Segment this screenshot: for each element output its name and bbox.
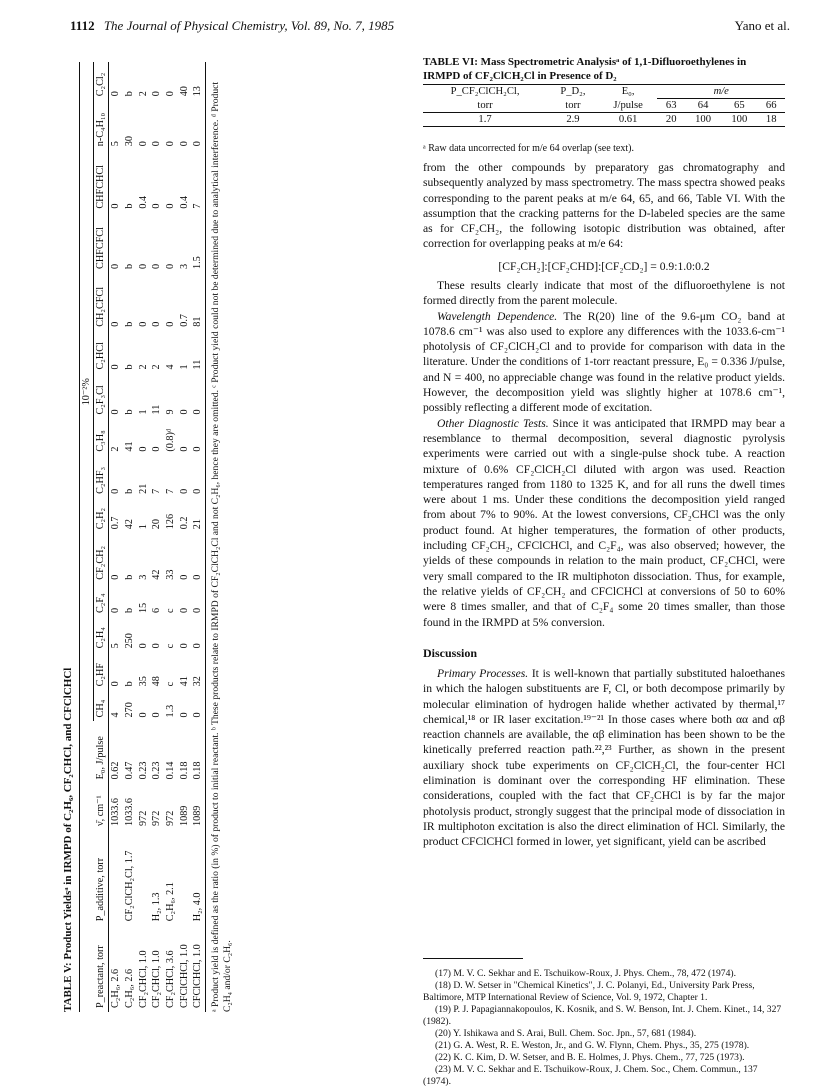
paragraph-text: It is well-known that partially substituted haloethanes in which the halogen substituents are F, Cl, or both decompose primarily by molecular elimination of hydrogen halide whether activated by thermal,¹⁷ chemical,¹⁸ or IR laser excitation.¹⁹⁻²¹ In those cases where both αα and αβ reaction channels are available, the αβ elimination has been shown to be the kinetically preferred reaction path.²²,²³ Further, as shown in the present auxiliary shock tube experiments on CF₂ClCH₂Cl, the four-center HCl elimination is dominant over the corresponding HF elimination. These considerations, coupled with the fact that CF₂CHCl is by far the major photolysis product, strongly suggest that the principal mode of dissociation in IR multiphoton excitation is also the direct elimination of HCl. Similarly, the product CFClCHCl formed in lower, yet significant, yield can be ascribed xyxy=(423,667,786,849)
table5 xyxy=(62,62,400,1012)
table5-col-header: CHFCHCl xyxy=(94,150,109,212)
table5-cell: 0 xyxy=(164,91,176,97)
table5-cell: c xyxy=(164,681,176,687)
table5-row xyxy=(123,62,137,1012)
table5-cell: b xyxy=(123,321,135,327)
table5-cell: 3 xyxy=(178,263,190,269)
table5-cell: 21 xyxy=(191,498,205,533)
table5-row xyxy=(137,62,151,1012)
table5-cell: 20 xyxy=(151,519,163,530)
t6-col3b: J/pulse xyxy=(599,99,658,113)
t6-col2: P_D₂, xyxy=(547,85,599,99)
table6 xyxy=(423,84,785,127)
table5-cell: 21 xyxy=(137,483,149,494)
authors: Yano et al. xyxy=(734,18,790,33)
table5-cell xyxy=(178,830,192,925)
reference: (19) P. J. Papagiannakopoulos, K. Kosnik, and S. W. Benson, Int. J. Chem. Kinet., 14, 327 (1982). xyxy=(423,1003,782,1027)
table5-cell: 972 xyxy=(164,810,176,826)
reference: (22) K. C. Kim, D. W. Setser, and B. E. Holmes, J. Phys. Chem., 77, 725 (1973). xyxy=(435,1051,745,1063)
table5-cell: 0 xyxy=(191,374,205,419)
table5-cell: 32 xyxy=(191,652,205,690)
reference: (21) G. A. West, R. E. Weston, Jr., and G. W. Flynn, Chem. Phys., 35, 275 (1978). xyxy=(435,1039,750,1051)
table5-cell: 1.3 xyxy=(164,704,176,718)
table5-cell: 0 xyxy=(178,712,190,718)
table5-cell: 0 xyxy=(151,263,163,269)
table5-cell: 0 xyxy=(178,409,190,415)
paragraph-text: These results clearly indicate that most of the difluoroethylene is not formed directly from the parent molecule. xyxy=(423,279,785,308)
table5-row xyxy=(178,62,192,1012)
table5-cell: b xyxy=(123,607,135,614)
table5-footnotes: ᵃ Product yield is defined as the ratio (in %) of product to initial reactant. ᵇ These products relate to IRMPD of CF₂ClCH₂Cl and not C₂H₆, hence they are omitted. ᶜ Product yield could not be determined due to analytical interference. ᵈ Product C₂H₄ and/or C₂H₆. xyxy=(210,81,234,1012)
table5-cell: 0 xyxy=(151,203,163,209)
paragraph xyxy=(423,160,785,252)
reference: (20) Y. Ishikawa and S. Arai, Bull. Chem. Soc. Jpn., 57, 681 (1984). xyxy=(435,1027,697,1039)
table5-cell: 0 xyxy=(137,712,149,718)
table5-cell: 11 xyxy=(151,404,163,415)
table5-cell: 15 xyxy=(137,602,149,614)
table5-cell: 0 xyxy=(110,607,122,614)
paragraph-text: from the other compounds by preparatory gas chromatography and subsequently analyzed by mass spectrometry. The mass spectra showed peaks corresponding to the parent peaks at m/e 64, 65, and 66, Table VI. With the assumption that the cracking patterns for the D-labeled species are the same as for CF₂CH₂, the following isotopic distribution was obtained, after correction for overlapping peaks at m/e 64: xyxy=(423,161,785,251)
table5-cell: CF₂ClCH₂Cl, 1.7 xyxy=(123,850,135,922)
table5-cell: C₂H₆, 2.6 xyxy=(110,968,122,1008)
table5-cell: 0 xyxy=(110,203,122,209)
table5-header-row xyxy=(94,62,109,1012)
table5-row xyxy=(191,62,205,1012)
table5-region xyxy=(62,62,400,1012)
table5-cell: 11 xyxy=(191,331,205,374)
table5-cell: 0.62 xyxy=(110,761,122,780)
table5-cell: 0 xyxy=(178,446,190,452)
table5-grid xyxy=(79,62,206,1012)
table5-cell: 33 xyxy=(164,569,176,580)
table5-cell: 0 xyxy=(110,321,122,327)
table5-cell: 0 xyxy=(110,681,122,687)
table5-cell: b xyxy=(123,91,135,97)
table5-cell: H₂, 4.0 xyxy=(191,830,205,925)
table5-cell: c xyxy=(164,643,176,649)
section-heading: Discussion xyxy=(423,646,478,660)
table5-cell: 0 xyxy=(110,574,122,580)
table5-cell: 7 xyxy=(191,150,205,212)
table5-cell: 41 xyxy=(123,441,135,452)
table5-cell: 6 xyxy=(151,607,163,614)
table5-cell: 0 xyxy=(137,446,149,452)
table5-cell: 48 xyxy=(151,676,163,687)
table5-caption: TABLE V: Product Yieldsᵃ in IRMPD of C₂H₆, CF₂CHCl, and CFClCHCl xyxy=(62,667,74,1012)
table5-cell: 35 xyxy=(137,676,149,687)
t6-cell: 2.9 xyxy=(547,113,599,127)
table5-cell: b xyxy=(123,488,135,494)
table5-cell: 0 xyxy=(191,100,205,150)
table5-cell: 0 xyxy=(164,263,176,269)
t6-me-1: 64 xyxy=(685,99,721,113)
table5-cell: b xyxy=(123,574,135,580)
table5-cell: 0 xyxy=(110,364,122,370)
table5-cell: 4 xyxy=(110,712,122,718)
table5-cell: 2 xyxy=(151,364,163,370)
table5-cell: b xyxy=(123,681,135,687)
table5-cell: 7 xyxy=(164,488,176,494)
table5-col-header: C₂HF xyxy=(94,652,109,690)
table5-cell: 0.4 xyxy=(178,195,190,209)
table5-cell: 2 xyxy=(110,446,122,452)
table5-cell: 0.14 xyxy=(164,761,176,780)
table5-row xyxy=(150,62,164,1012)
table5-cell: 0 xyxy=(191,456,205,498)
footnote-rule xyxy=(423,958,523,959)
t6-row xyxy=(423,113,785,127)
table5-cell: H₂, 1.3 xyxy=(151,892,163,922)
table5-cell: 0 xyxy=(178,488,190,494)
table5-cell: 0.23 xyxy=(151,761,163,780)
table5-cell: (0.8)ᵈ xyxy=(164,428,176,452)
table5-col-header: C₂HCl xyxy=(94,331,109,374)
running-header xyxy=(70,18,790,38)
table5-cell: CF₂CHCl, 3.6 xyxy=(164,950,176,1008)
table5-cell: 1033.6 xyxy=(123,797,135,826)
table5-col-header: C₂F₃Cl xyxy=(94,374,109,419)
table5-cell: 270 xyxy=(123,702,135,718)
table5-cell: 0 xyxy=(178,574,190,580)
table5-cell: 41 xyxy=(178,676,190,687)
paragraph-group xyxy=(423,278,785,630)
table5-cell: 0 xyxy=(178,141,190,147)
table5-cell: 81 xyxy=(191,273,205,331)
table5-cell: 4 xyxy=(164,364,176,370)
table5-cell: 0 xyxy=(164,203,176,209)
table5-cell: 0 xyxy=(191,617,205,652)
table5-cell: 1089 xyxy=(191,783,205,830)
subhead: Other Diagnostic Tests. xyxy=(437,416,549,430)
t6-me-2: 65 xyxy=(721,99,757,113)
paragraph-text: Since it was anticipated that IRMPD may bear a resemblance to thermal decomposition, several diagnostic pyrolysis experiments were carried out with a single-pulse shock tube. A reaction mixture of 0.6% CF₂ClCH₂Cl diluted with argon was used. Reaction temperatures ranged from 1180 to 1325 K, and for all runs the dwell times were about 1 ms. Under these conditions the decomposition yield ranged from about 7% to 90%. At the lowest conversions, CF₂CHCl was the only product found. At higher temperatures, the formation of other products, including CF₂CH₂, CFClCHCl, and C₂F₄, was also observed; however, the yields of these compounds in relation to the main product, CF₂CHCl, were very small compared to the IR multiphoton dissociation. Thus, for example, the relative yields of CF₂CH₂ and CFClCHCl at conversions of 50 to 60% were 8 times smaller, and that of C₂F₄ some 20 times smaller, than those found in the IRMPD at 5% conversion. xyxy=(423,416,786,629)
table5-cell: 9 xyxy=(164,409,176,415)
table5-cell: 0.47 xyxy=(123,761,135,780)
table5-cell: 7 xyxy=(151,488,163,494)
t6-col3: E₀, xyxy=(599,85,658,99)
reference: (17) M. V. C. Sekhar and E. Tschuikow-Roux, J. Phys. Chem., 78, 472 (1974). xyxy=(435,968,736,979)
table5-cell: 0 xyxy=(191,584,205,617)
table5-cell: 0 xyxy=(191,533,205,583)
table5-cell: 0 xyxy=(110,488,122,494)
table5-cell: 0 xyxy=(178,643,190,649)
table5-cell: 5 xyxy=(110,643,122,649)
table5-cell: 0 xyxy=(110,263,122,269)
subhead: Wavelength Dependence. xyxy=(437,309,558,323)
table5-col-header: P_additive, torr xyxy=(94,830,109,925)
paragraph xyxy=(423,666,785,850)
table5-cell: 13 xyxy=(191,62,205,100)
t6-col1: P_CF₂ClCH₂Cl, xyxy=(423,85,547,99)
table5-cell: 0 xyxy=(151,446,163,452)
table5-cell: b xyxy=(123,203,135,209)
table5-col-header: C₂F₄ xyxy=(94,584,109,617)
table5-cell: 0 xyxy=(151,141,163,147)
paragraph xyxy=(423,309,785,416)
table5-row xyxy=(164,62,178,1012)
table5-cell: 0 xyxy=(110,91,122,97)
table5-cell: 0.2 xyxy=(178,516,190,530)
table5-col-header: CH₄ xyxy=(94,690,109,721)
references xyxy=(423,968,785,1088)
table5-cell: 0 xyxy=(191,418,205,455)
t6-cell: 100 xyxy=(721,113,757,127)
table5-cell: 1 xyxy=(137,409,149,415)
table5-cell: C₂H₆, 2.1 xyxy=(164,882,176,922)
t6-cell: 100 xyxy=(685,113,721,127)
table5-cell: 0 xyxy=(164,141,176,147)
t6-me: m/e xyxy=(657,85,785,99)
table5-cell: 126 xyxy=(164,513,176,530)
table5-cell: 2 xyxy=(137,91,149,97)
table5-cell: 40 xyxy=(178,86,190,97)
table5-col-header: CH₂CFCl xyxy=(94,273,109,331)
table5-cell: CF₂CHCl, 1.0 xyxy=(137,950,149,1008)
isotope-equation: [CF₂CH₂]:[CF₂CHD]:[CF₂CD₂] = 0.9:1.0:0.2 xyxy=(498,260,710,273)
journal-name: The Journal of Physical Chemistry, Vol. 89, No. 7, 1985 xyxy=(103,18,395,33)
table5-cell: 0.7 xyxy=(178,314,190,327)
table5-cell: 1 xyxy=(178,364,190,370)
table5-cell: c xyxy=(164,608,176,614)
table5-cell: b xyxy=(123,364,135,370)
table5-cell: 1.5 xyxy=(191,213,205,273)
table5-col-header: C₃H₈ xyxy=(94,418,109,455)
table5-cell: 972 xyxy=(151,810,163,826)
paragraph-text: The R(20) line of the 9.6-μm CO₂ band at 1078.6 cm⁻¹ was also used to explore any differences with the 1033.6-cm⁻¹ photolysis of CF₂ClCH₂Cl and to provide for comparison with data in the literature. Under the conditions of 1-torr reactant pressure, E₀ = 0.336 J/pulse, and N = 400, no appreciable change was found in the relative product yields. However, the decomposition yield was slightly higher at 1078.6 cm⁻¹, possibly reflecting a different mode of excitation. xyxy=(423,309,786,415)
table5-cell: C₂H₆, 2.6 xyxy=(123,968,135,1008)
reference: (18) D. W. Setser in "Chemical Kinetics", J. C. Polanyi, Ed., University Park Press, Baltimore, MTP International Review of Science, Vol. 9, 1972, Chapter 1. xyxy=(423,979,755,1003)
table5-cell: 1089 xyxy=(178,805,190,826)
table5-cell: 0 xyxy=(151,643,163,649)
table5-cell: 972 xyxy=(137,810,149,826)
table5-cell: 0 xyxy=(164,321,176,327)
table5-cell: 0.7 xyxy=(110,516,122,530)
table5-cell xyxy=(109,830,123,925)
table5-cell: 0.23 xyxy=(137,761,149,780)
table5-cell: 3 xyxy=(137,574,149,580)
paragraph xyxy=(423,416,785,630)
table5-cell: 0 xyxy=(151,91,163,97)
reference: (23) M. V. C. Sekhar and E. Tschuikow-Roux, J. Chem. Soc., Chem. Commun., 137 (1974). xyxy=(423,1063,758,1087)
table5-cell: 250 xyxy=(123,633,135,649)
table5-col-header: C₂Cl₂ xyxy=(94,62,109,100)
table5-cell xyxy=(137,830,151,925)
table5-cell: 42 xyxy=(123,519,135,530)
table5-cell: b xyxy=(123,409,135,415)
table5-cell: 0 xyxy=(178,607,190,614)
table5-cell: 0 xyxy=(191,690,205,721)
table6-caption: TABLE VI: Mass Spectrometric Analysisᵃ of 1,1-Difluoroethylenes in IRMPD of CF₂ClCH₂Cl in Presence of D₂ xyxy=(423,56,747,82)
table5-col-header: C₂H₄ xyxy=(94,617,109,652)
table5-cell: 0.4 xyxy=(137,195,149,209)
table5-cell: CF₂CHCl, 1.0 xyxy=(151,950,163,1008)
table5-unit: 10⁻²% xyxy=(79,62,94,721)
table5-cell: 2 xyxy=(137,364,149,370)
table5-cell: 0 xyxy=(151,712,163,718)
table5-cell: CFClCHCl, 1.0 xyxy=(178,944,190,1008)
t6-cell: 20 xyxy=(657,113,684,127)
table5-cell: 5 xyxy=(110,141,122,147)
t6-col2b: torr xyxy=(547,99,599,113)
table5-cell: 0 xyxy=(110,409,122,415)
table5-cell: 42 xyxy=(151,569,163,580)
table5-cell: 1033.6 xyxy=(110,797,122,826)
table5-cell: b xyxy=(123,263,135,269)
table5-cell: 0 xyxy=(137,321,149,327)
table5-col-header: P_reactant, torr xyxy=(94,925,109,1012)
t6-cell: 18 xyxy=(757,113,785,127)
table5-cell: 0.18 xyxy=(178,761,190,780)
subhead: Primary Processes. xyxy=(437,667,529,680)
table5-col-header: ν̄, cm⁻¹ xyxy=(94,783,109,830)
table5-col-header: E₀, J/pulse xyxy=(94,721,109,783)
t6-me-3: 66 xyxy=(757,99,785,113)
table5-col-header: C₂HF₃ xyxy=(94,456,109,498)
table5-cell: 0 xyxy=(137,141,149,147)
table5-body xyxy=(109,62,206,1012)
t6-col1b: torr xyxy=(423,99,547,113)
table5-col-header: C₂H₂ xyxy=(94,498,109,533)
page-number: 1112 xyxy=(70,18,95,33)
t6-me-0: 63 xyxy=(657,99,684,113)
table5-col-header: CF₂CH₂ xyxy=(94,533,109,583)
t6-cell: 1.7 xyxy=(423,113,547,127)
table5-col-header: n-C₄H₁₀ xyxy=(94,100,109,150)
table5-cell: CFClCHCl, 1.0 xyxy=(191,925,205,1012)
table5-cell: 1 xyxy=(137,524,149,530)
table5-col-header: CHFCFCl xyxy=(94,213,109,273)
t6-cell: 0.61 xyxy=(599,113,658,127)
table5-cell: 0.18 xyxy=(191,721,205,783)
table5-cell: 30 xyxy=(123,136,135,147)
table5-cell: 0 xyxy=(151,321,163,327)
table5-cell: 0 xyxy=(137,263,149,269)
table5-cell: 0 xyxy=(137,643,149,649)
table5-row xyxy=(109,62,123,1012)
table6-footnote: ᵃ Raw data uncorrected for m/e 64 overlap (see text). xyxy=(423,143,634,154)
